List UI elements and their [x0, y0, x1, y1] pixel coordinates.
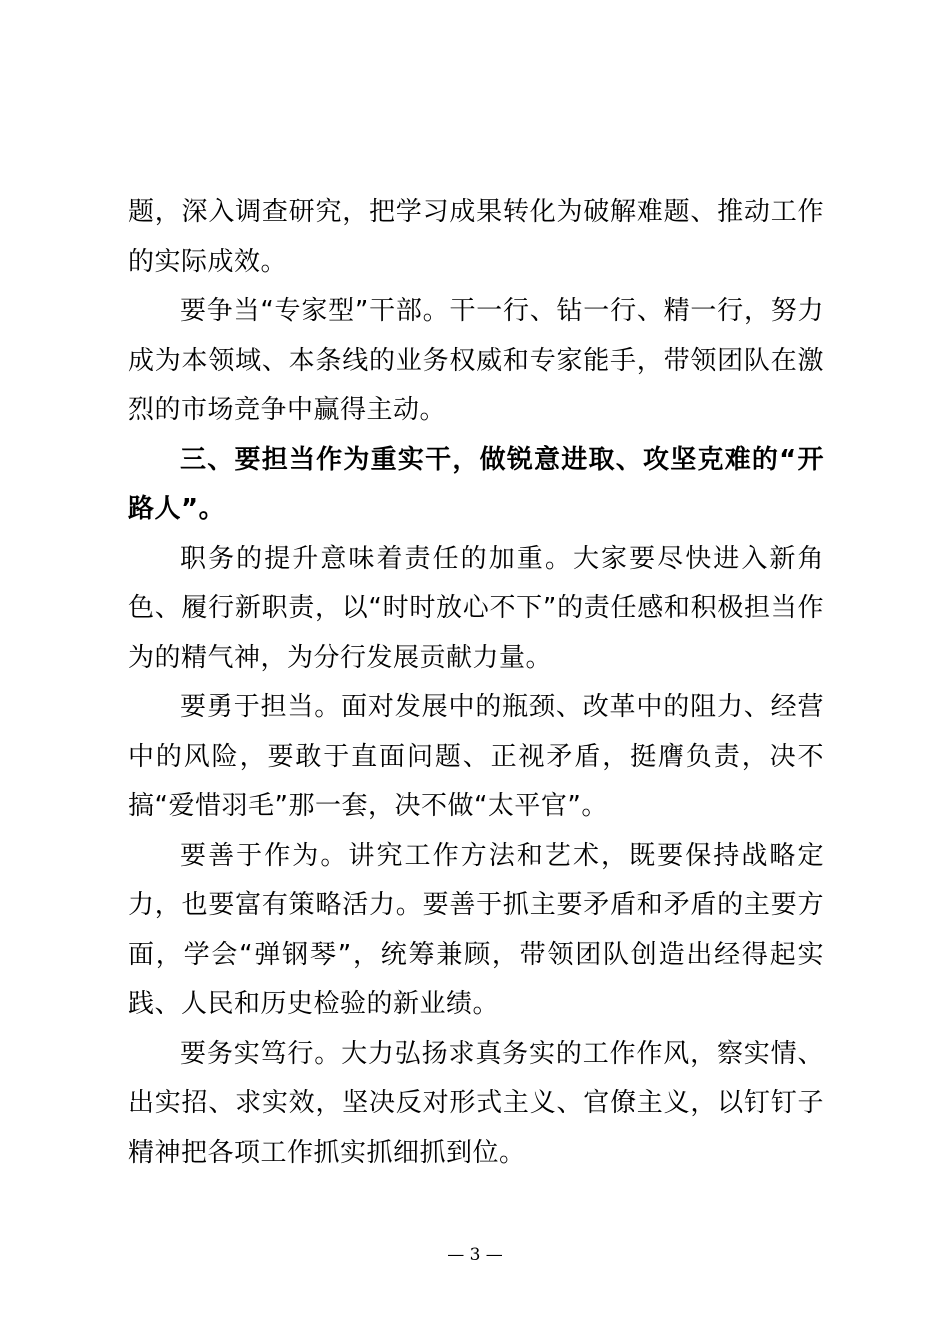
- paragraph-pragmatic: 要务实笃行。大力弘扬求真务实的工作作风，察实情、出实招、求实效，坚决反对形式主义、官僚主义，以钉钉子精神把各项工作抓实抓细抓到位。: [128, 1038, 824, 1168]
- document-body: [128, 188, 824, 1178]
- paragraph-expert-cadre: 要争当“专家型”干部。干一行、钻一行、精一行，努力成为本领域、本条线的业务权威和专家能手，带领团队在激烈的市场竞争中赢得主动。: [128, 296, 824, 425]
- paragraph-dare-to-take-charge: 要勇于担当。面对发展中的瓶颈、改革中的阻力、经营中的风险，要敢于直面问题、正视矛盾，挺膺负责，决不搞“爱惜羽毛”那一套，决不做“太平官”。: [128, 692, 824, 821]
- paragraph-responsibility: 职务的提升意味着责任的加重。大家要尽快进入新角色、履行新职责，以“时时放心不下”的责任感和积极担当作为的精气神，为分行发展贡献力量。: [128, 543, 824, 673]
- section-heading-three: 三、要担当作为重实干，做锐意进取、攻坚克难的“开路人”。: [128, 444, 824, 524]
- paragraph-good-at-acting: 要善于作为。讲究工作方法和艺术，既要保持战略定力，也要富有策略活力。要善于抓主要矛盾和矛盾的主要方面，学会“弹钢琴”，统筹兼顾，带领团队创造出经得起实践、人民和历史检验的新业绩。: [128, 840, 824, 1019]
- page-number: — 3 —: [447, 1245, 503, 1265]
- paragraph-continuation: 题，深入调查研究，把学习成果转化为破解难题、推动工作的实际成效。: [128, 197, 824, 277]
